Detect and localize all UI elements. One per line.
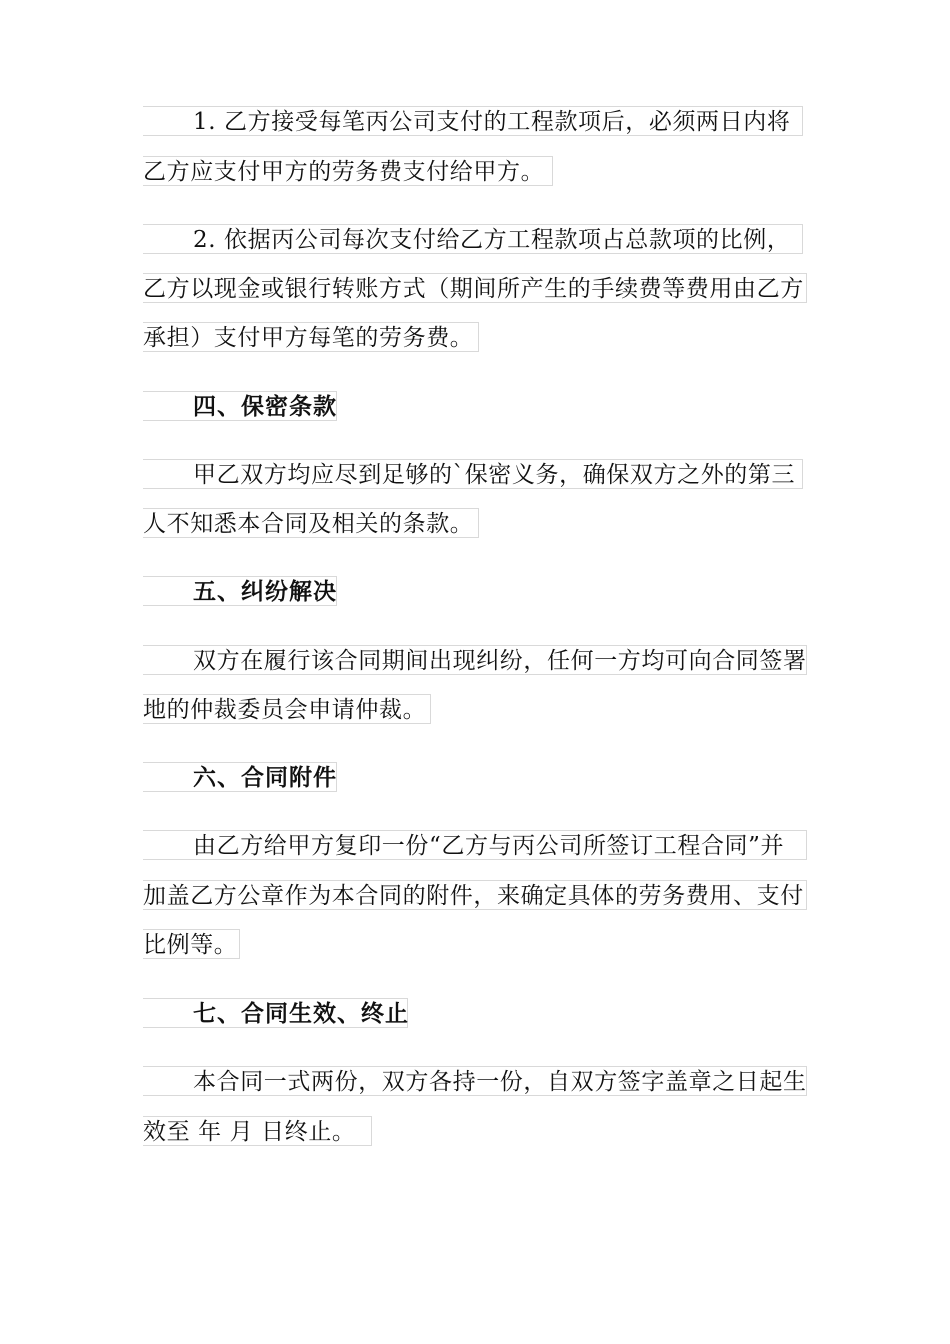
section-heading-confidentiality: 四、保密条款 (143, 391, 337, 421)
section-heading-attachment: 六、合同附件 (143, 762, 337, 792)
confidentiality-line-2: 人不知悉本合同及相关的条款。 (143, 508, 479, 538)
dispute-line-1: 双方在履行该合同期间出现纠纷，任何一方均可向合同签署 (143, 645, 807, 675)
effect-line-2: 效至 年 月 日终止。 (143, 1116, 372, 1146)
attachment-line-1: 由乙方给甲方复印一份“乙方与丙公司所签订工程合同”并 (143, 830, 807, 860)
attachment-line-3: 比例等。 (143, 929, 240, 959)
dispute-line-2: 地的仲裁委员会申请仲裁。 (143, 694, 431, 724)
attachment-line-2: 加盖乙方公章作为本合同的附件，来确定具体的劳务费用、支付 (143, 880, 807, 910)
clause-2-line-2: 乙方以现金或银行转账方式（期间所产生的手续费等费用由乙方 (143, 273, 807, 303)
clause-2-line-3: 承担）支付甲方每笔的劳务费。 (143, 322, 479, 352)
clause-1-line-1: 1. 乙方接受每笔丙公司支付的工程款项后，必须两日内将 (143, 106, 803, 136)
section-heading-effect: 七、合同生效、终止 (143, 998, 408, 1028)
clause-1-line-2: 乙方应支付甲方的劳务费支付给甲方。 (143, 156, 553, 186)
clause-2-line-1: 2. 依据丙公司每次支付给乙方工程款项占总款项的比例， (143, 224, 803, 254)
section-heading-dispute: 五、纠纷解决 (143, 576, 337, 606)
confidentiality-line-1: 甲乙双方均应尽到足够的`保密义务，确保双方之外的第三 (143, 459, 803, 489)
effect-line-1: 本合同一式两份，双方各持一份，自双方签字盖章之日起生 (143, 1066, 807, 1096)
